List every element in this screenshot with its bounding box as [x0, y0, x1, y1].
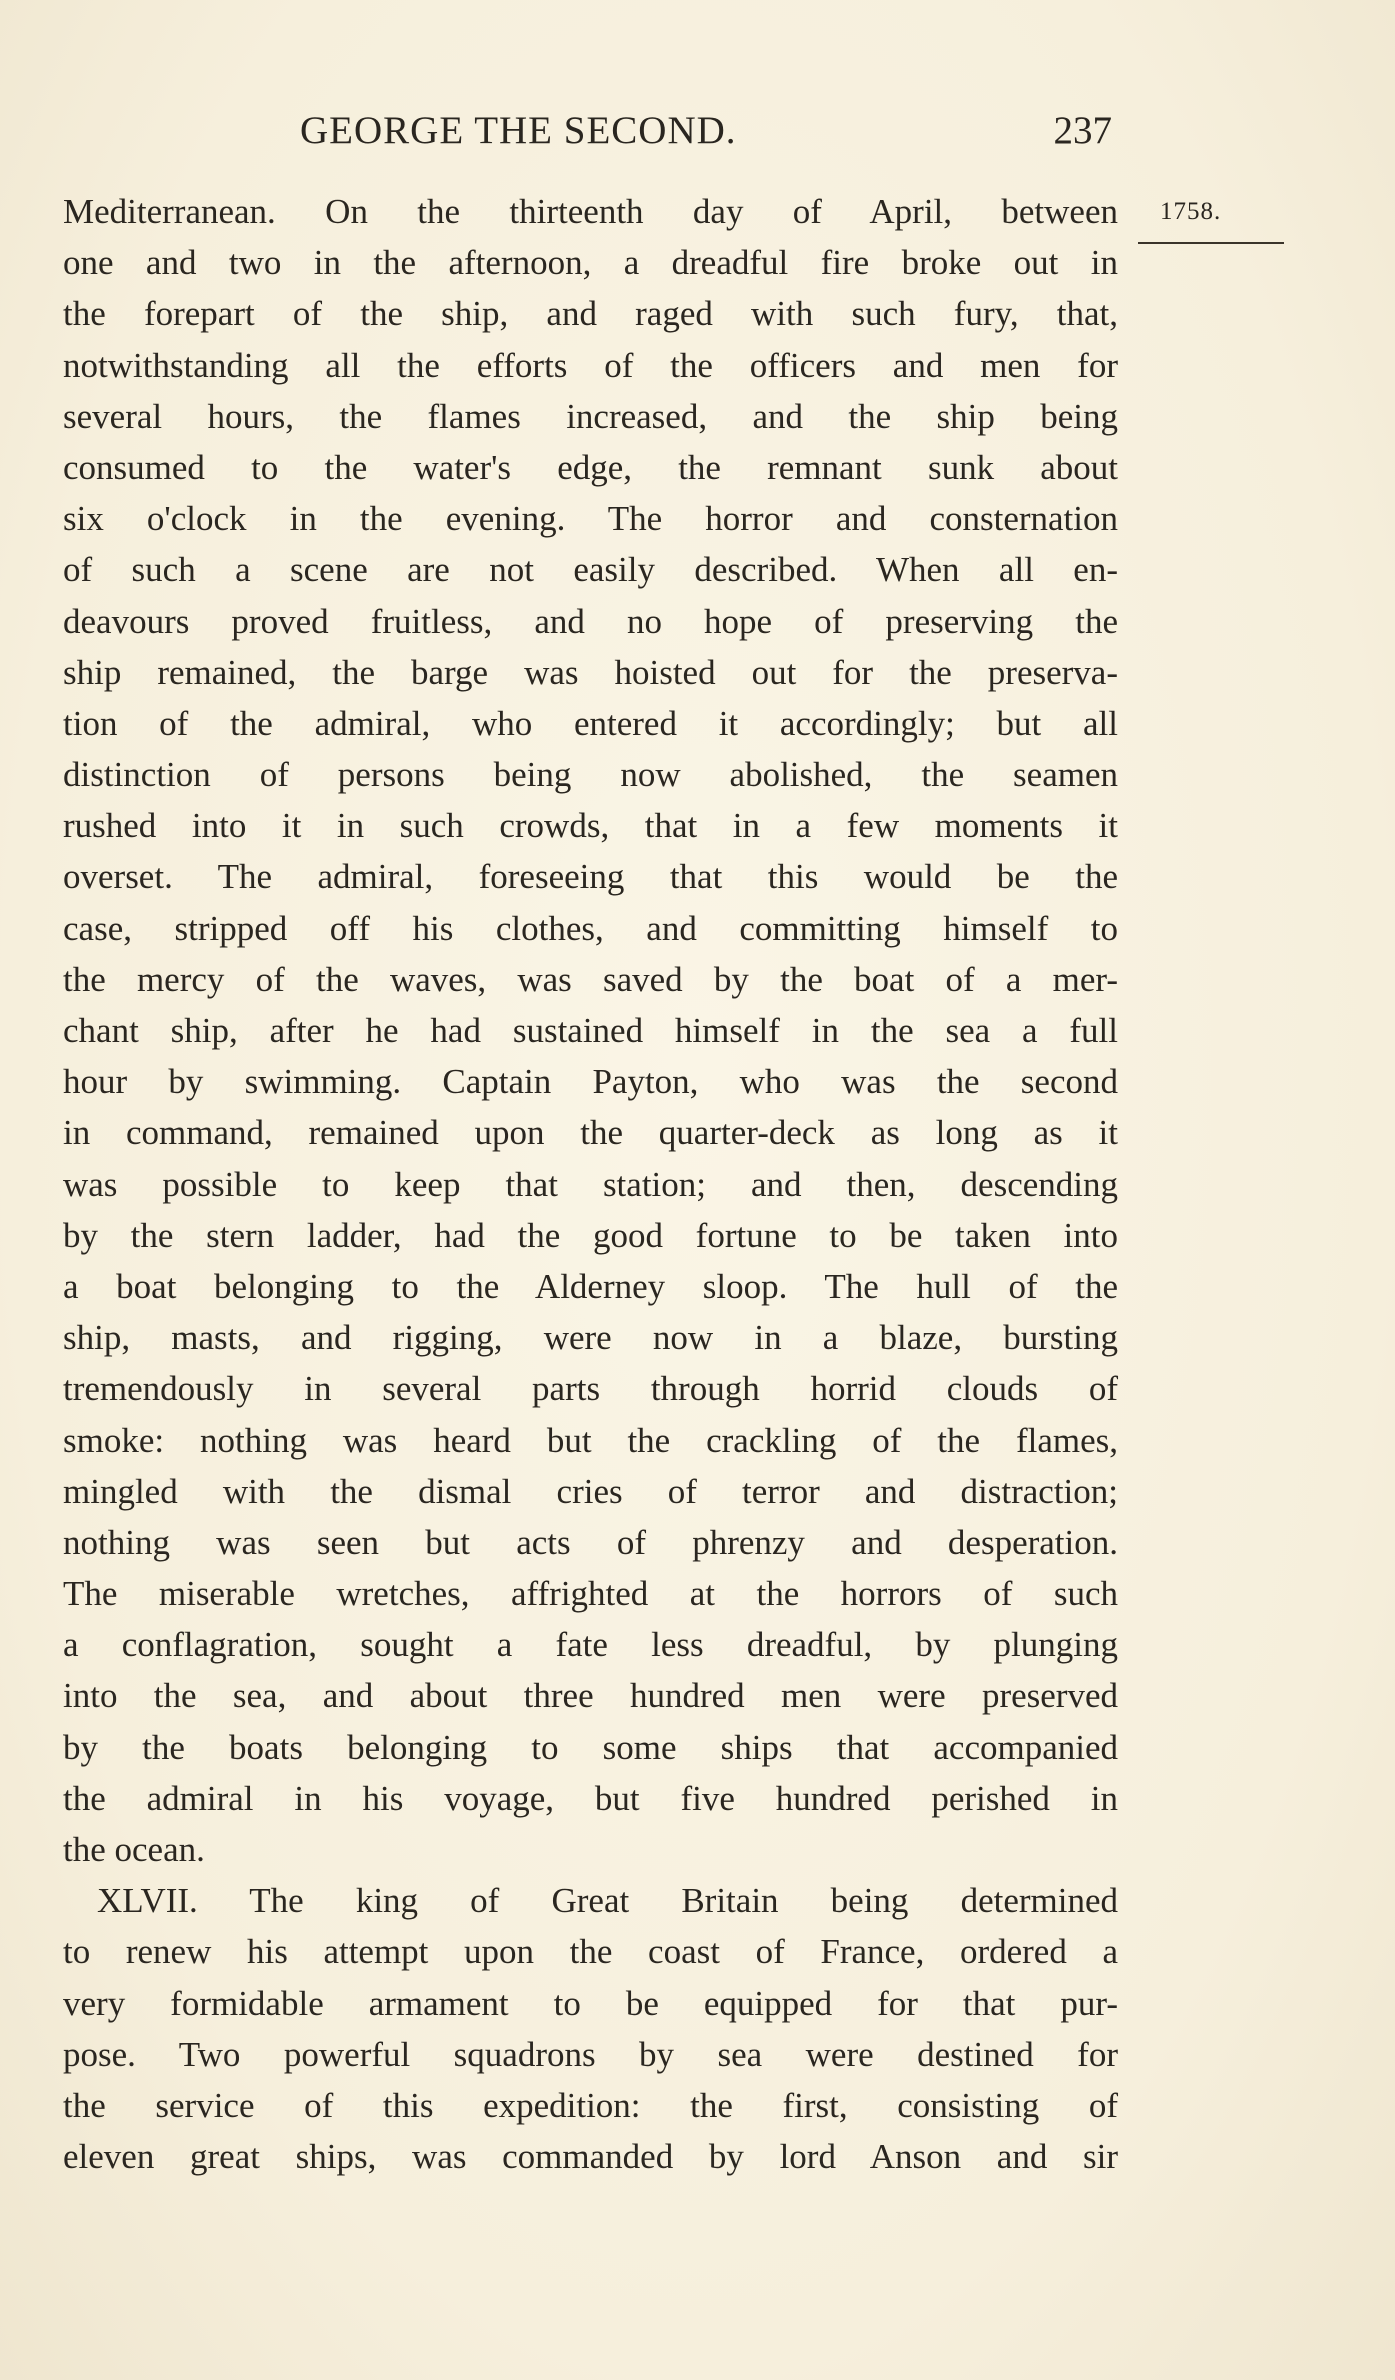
- text-line: the service of this expedition: the first, consisting of: [63, 2085, 1118, 2125]
- text-line: very formidable armament to be equipped for that pur-: [63, 1983, 1118, 2023]
- margin-year-note: 1758.: [1160, 198, 1222, 225]
- margin-rule: [1138, 242, 1284, 244]
- text-line: one and two in the afternoon, a dreadful fire broke out in: [63, 243, 1118, 283]
- paragraph-end-line: the ocean.: [63, 1830, 205, 1869]
- text-line: eleven great ships, was commanded by lord Anson and sir: [63, 2137, 1118, 2177]
- text-line: tion of the admiral, who entered it accordingly; but all: [63, 703, 1118, 743]
- text-line: case, stripped off his clothes, and committing himself to: [63, 908, 1118, 948]
- text-line: deavours proved fruitless, and no hope of preserving the: [63, 601, 1118, 641]
- running-title: GEORGE THE SECOND.: [300, 109, 737, 152]
- text-line: mingled with the dismal cries of terror and distraction;: [63, 1471, 1118, 1511]
- body-text: [63, 186, 1118, 2182]
- text-line: a conflagration, sought a fate less dreadful, by plunging: [63, 1625, 1118, 1665]
- text-line: by the stern ladder, had the good fortune to be taken into: [63, 1215, 1118, 1255]
- text-line: distinction of persons being now abolished, the seamen: [63, 755, 1118, 795]
- text-line: smoke: nothing was heard but the crackling of the flames,: [63, 1420, 1118, 1460]
- text-line: pose. Two powerful squadrons by sea were destined for: [63, 2034, 1118, 2074]
- text-line: the admiral in his voyage, but five hundred perished in: [63, 1778, 1118, 1818]
- text-line: consumed to the water's edge, the remnant sunk about: [63, 447, 1118, 487]
- text-line: was possible to keep that station; and then, descending: [63, 1164, 1118, 1204]
- text-line: Mediterranean. On the thirteenth day of April, between: [63, 192, 1118, 231]
- text-line: The miserable wretches, affrighted at the horrors of such: [63, 1574, 1118, 1614]
- text-line: nothing was seen but acts of phrenzy and desperation.: [63, 1522, 1118, 1562]
- text-line: notwithstanding all the efforts of the officers and men for: [63, 345, 1118, 385]
- text-line: rushed into it in such crowds, that in a few moments it: [63, 806, 1118, 846]
- text-line: of such a scene are not easily described. When all en-: [63, 550, 1118, 590]
- text-line: ship, masts, and rigging, were now in a blaze, bursting: [63, 1318, 1118, 1358]
- text-line: six o'clock in the evening. The horror and consternation: [63, 499, 1118, 539]
- section-start-line: XLVII. The king of Great Britain being determined: [97, 1881, 1118, 1921]
- text-line: into the sea, and about three hundred men were preserved: [63, 1676, 1118, 1716]
- text-line: a boat belonging to the Alderney sloop. The hull of the: [63, 1266, 1118, 1306]
- text-line: by the boats belonging to some ships that accompanied: [63, 1727, 1118, 1767]
- text-line: the mercy of the waves, was saved by the boat of a mer-: [63, 959, 1118, 999]
- text-line: tremendously in several parts through horrid clouds of: [63, 1369, 1118, 1409]
- text-line: in command, remained upon the quarter-deck as long as it: [63, 1113, 1118, 1153]
- text-line: overset. The admiral, foreseeing that this would be the: [63, 857, 1118, 897]
- text-line: several hours, the flames increased, and the ship being: [63, 396, 1118, 436]
- text-line: to renew his attempt upon the coast of France, ordered a: [63, 1932, 1118, 1972]
- page-number: 237: [1053, 109, 1112, 152]
- text-line: chant ship, after he had sustained himself in the sea a full: [63, 1011, 1118, 1050]
- text-line: the forepart of the ship, and raged with such fury, that,: [63, 294, 1118, 334]
- text-line: ship remained, the barge was hoisted out for the preserva-: [63, 652, 1118, 692]
- running-head: [300, 108, 1120, 164]
- text-line: hour by swimming. Captain Payton, who was the second: [63, 1062, 1118, 1102]
